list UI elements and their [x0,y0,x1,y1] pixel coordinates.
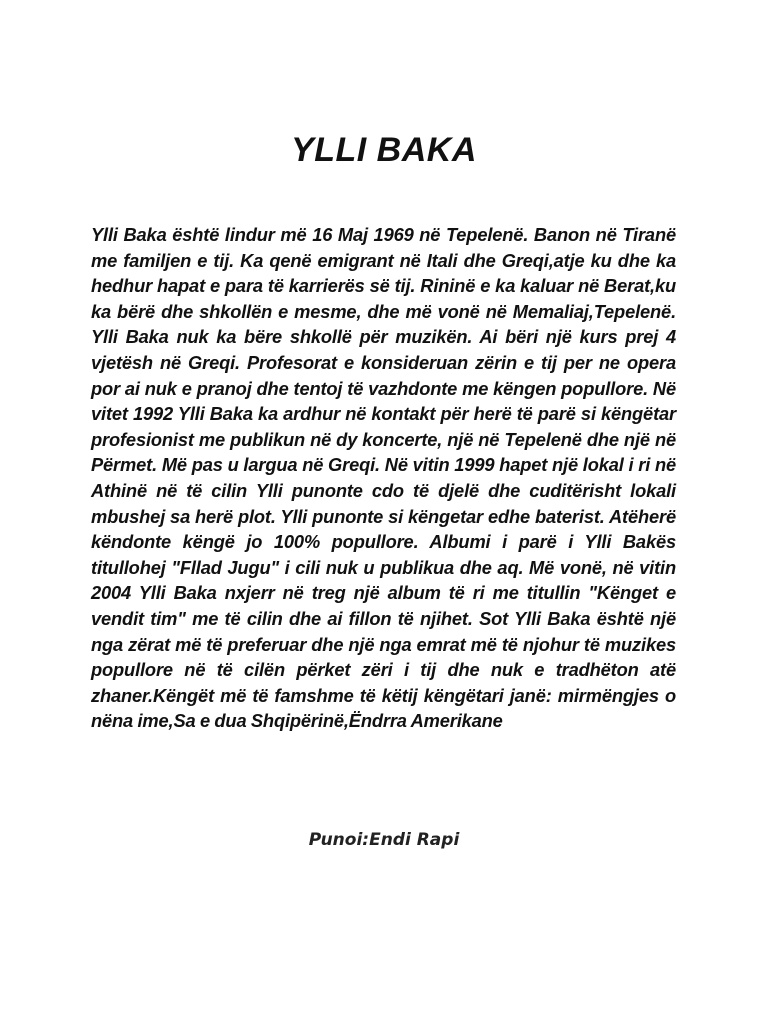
document-title: YLLI BAKA [291,131,477,169]
biography-paragraph: Ylli Baka është lindur më 16 Maj 1969 në Tepelenë. Banon në Tiranë me familjen e tij. Ka qenë emigrant në Itali dhe Greqi,atje ku dhe ka hedhur hapat e para të karrierës së tij. Rininë e ka kaluar në Berat,ku ka bërë dhe shkollën e mesme, dhe më vonë në Memaliaj,Tepelenë. Ylli Baka nuk ka bëre shkollë për muzikën. Ai bëri një kurs prej 4 vjetësh në Greqi. Profesorat e konsideruan zërin e tij per ne opera por ai nuk e pranoj dhe tentoj të vazhdonte me këngen popullore. Në vitet 1992 Ylli Baka ka ardhur në kontakt për herë të parë si këngëtar profesionist me publikun në dy koncerte, një në Tepelenë dhe një në Përmet. Më pas u largua në Greqi. Në vitin 1999 hapet një lokal i ri në Athinë në të cilin Ylli punonte cdo të djelë dhe cuditërisht lokali mbushej sa herë plot. Ylli punonte si këngetar edhe baterist. Atëherë këndonte këngë jo 100% popullore. Albumi i parë i Ylli Bakës titullohej "Fllad Jugu" i cili nuk u publikua dhe aq. Më vonë, në vitin 2004 Ylli Baka nxjerr në treg një album të ri me titullin "Kënget e vendit tim" me të cilin dhe ai fillon të njihet. Sot Ylli Baka është një nga zërat më të preferuar dhe një nga emrat më të njohur të muzikes popullore në të cilën përket zëri i tij dhe nuk e tradhëton atë zhaner.Këngët më të famshme të këtij këngëtari janë: mirmëngjes o nëna ime,Sa e dua Shqipërinë,Ëndrra Amerikane [91,224,676,732]
author-credit: Punoi:Endi Rapi [308,830,460,850]
